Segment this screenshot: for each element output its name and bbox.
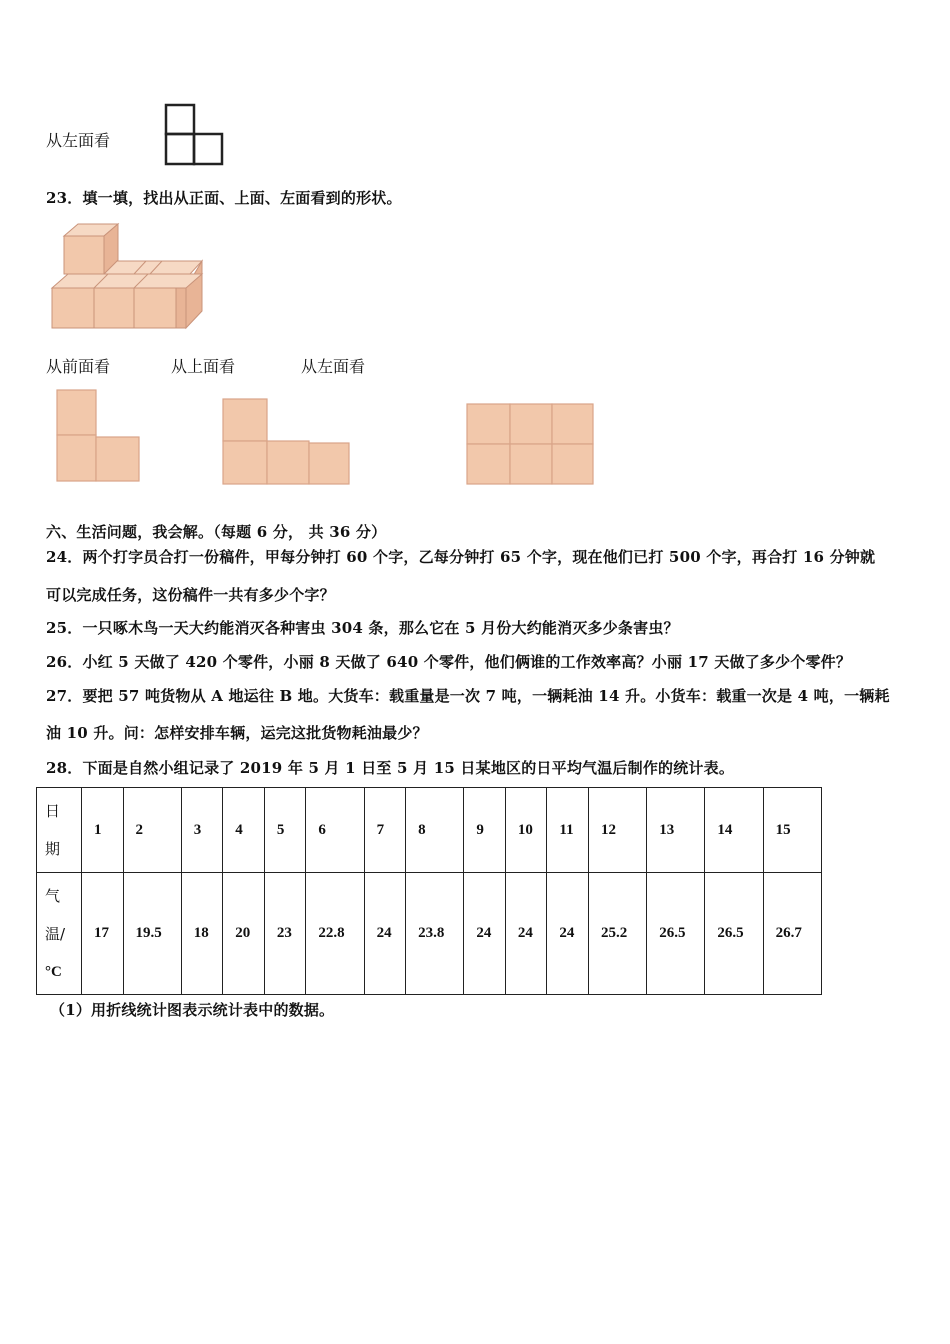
date-cell: 7 [364, 788, 406, 873]
date-header-cell [37, 788, 82, 873]
question-28-sub1: （1）用折线统计图表示统计表中的数据。 [50, 1001, 335, 1019]
temperature-cell: 23.8 [406, 873, 464, 995]
temperature-cell: 24 [464, 873, 506, 995]
date-cell: 11 [547, 788, 589, 873]
cube-stack-figure [50, 218, 205, 333]
temperature-cell: 17 [82, 873, 124, 995]
temperature-cell: 20 [223, 873, 265, 995]
date-row [37, 788, 822, 873]
header-text: 气 [45, 886, 61, 905]
section-6-title: 六、生活问题，我会解。（每题 6 分， 共 36 分） [46, 523, 387, 541]
question-25-text: 25．一只啄木鸟一天大约能消灭各种害虫 304 条，那么它在 5 月份大约能消灭多少条害虫？ [46, 619, 679, 637]
temperature-table [36, 787, 822, 995]
header-text: °C [45, 963, 62, 980]
top-view-shape [222, 398, 352, 486]
temperature-cell: 24 [547, 873, 589, 995]
temperature-cell: 19.5 [123, 873, 181, 995]
temperature-cell: 26.5 [705, 873, 763, 995]
header-text: 期 [45, 840, 61, 858]
temperature-cell: 26.7 [763, 873, 821, 995]
date-cell: 14 [705, 788, 763, 873]
temperature-row [37, 873, 822, 995]
header-text: 温/ [45, 924, 66, 943]
question-27-line2: 油 10 升。问：怎样安排车辆，运完这批货物耗油最少？ [46, 724, 428, 742]
top-view-label: 从上面看 [171, 357, 236, 376]
temperature-cell: 24 [364, 873, 406, 995]
date-cell: 6 [306, 788, 364, 873]
temperature-cell: 24 [505, 873, 547, 995]
question-24-line2: 可以完成任务，这份稿件一共有多少个字？ [46, 586, 335, 604]
left-view-label: 从左面看 [46, 131, 111, 150]
date-cell: 1 [82, 788, 124, 873]
date-cell: 8 [406, 788, 464, 873]
temperature-cell: 25.2 [588, 873, 646, 995]
left-view-label-2: 从左面看 [301, 357, 366, 376]
question-28-text: 28．下面是自然小组记录了 2019 年 5 月 1 日至 5 月 15 日某地区的日平均气温后制作的统计表。 [46, 759, 735, 777]
date-cell: 15 [763, 788, 821, 873]
left-view-shape [466, 403, 596, 486]
date-cell: 2 [123, 788, 181, 873]
temperature-cell: 26.5 [647, 873, 705, 995]
header-text: 日 [45, 802, 61, 820]
temperature-cell: 22.8 [306, 873, 364, 995]
question-24-line1: 24．两个打字员合打一份稿件，甲每分钟打 60 个字，乙每分钟打 65 个字，现在他们已打 500 个字，再合打 16 分钟就 [46, 548, 876, 566]
temperature-cell: 23 [264, 873, 306, 995]
date-cell: 12 [588, 788, 646, 873]
date-cell: 10 [505, 788, 547, 873]
left-view-outline-figure [165, 104, 225, 166]
front-view-label: 从前面看 [46, 357, 111, 376]
date-cell: 13 [647, 788, 705, 873]
date-cell: 3 [181, 788, 223, 873]
date-cell: 4 [223, 788, 265, 873]
question-26-text: 26．小红 5 天做了 420 个零件，小丽 8 天做了 640 个零件，他们俩谁的工作效率高？小丽 17 天做了多少个零件？ [46, 653, 852, 671]
front-view-shape [56, 389, 142, 483]
temperature-header-cell [37, 873, 82, 995]
temperature-cell: 18 [181, 873, 223, 995]
date-cell: 9 [464, 788, 506, 873]
date-cell: 5 [264, 788, 306, 873]
question-23-text: 23．填一填，找出从正面、上面、左面看到的形状。 [46, 189, 402, 207]
question-27-line1: 27．要把 57 吨货物从 A 地运往 B 地。大货车：载重量是一次 7 吨，一辆耗油 14 升。小货车：载重一次是 4 吨，一辆耗 [46, 687, 890, 705]
